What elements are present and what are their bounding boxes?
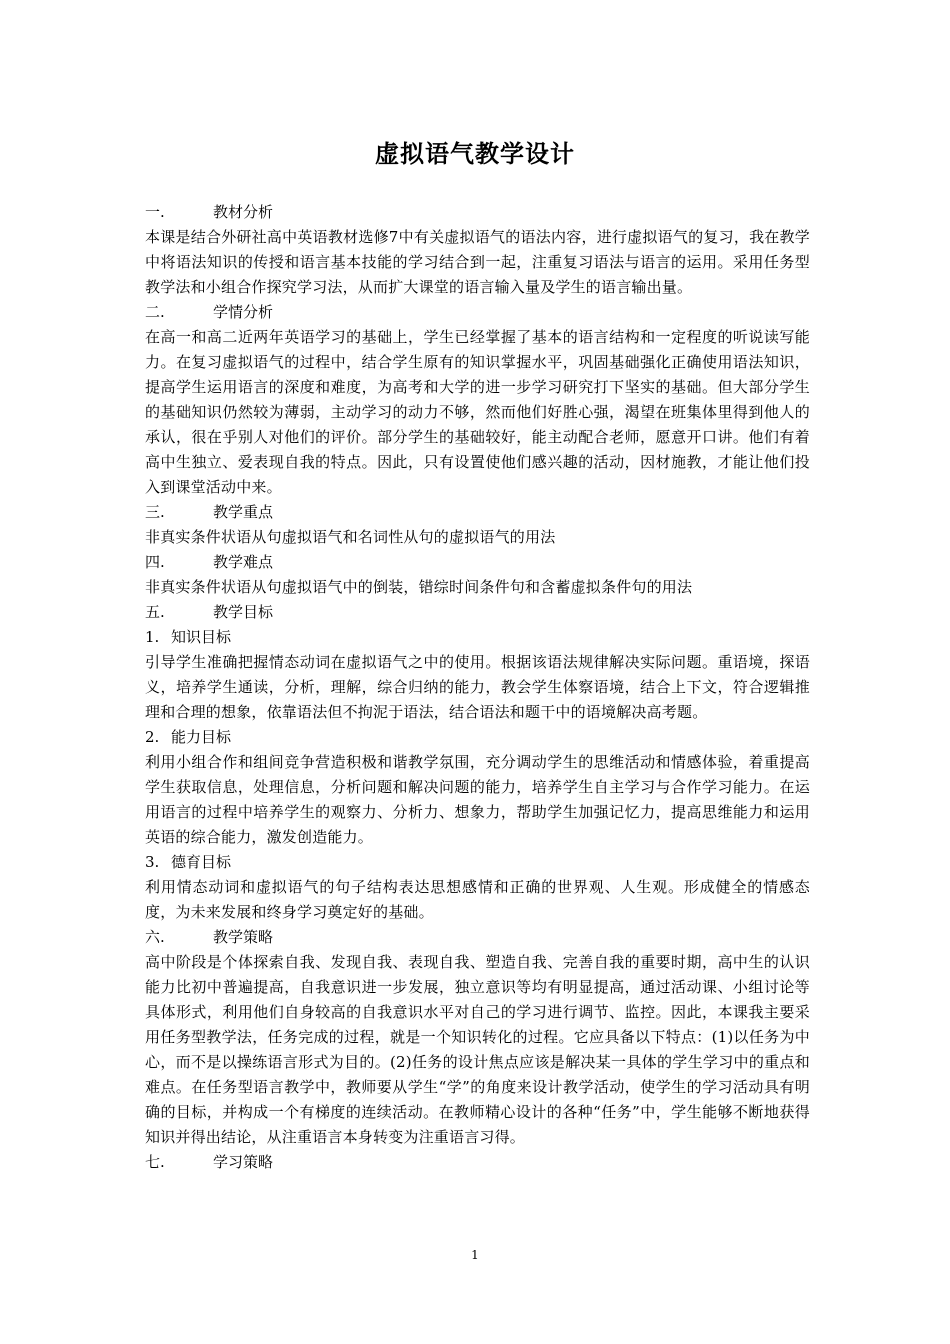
- goal-heading-knowledge: [145, 625, 810, 650]
- section-number: 五.: [145, 603, 165, 621]
- goal-title: 德育目标: [171, 853, 232, 871]
- section-heading-7: [145, 1150, 810, 1175]
- section-title: 教学重点: [213, 503, 274, 521]
- goal-number: 3.: [145, 853, 160, 871]
- goal-title: 知识目标: [171, 628, 232, 646]
- section-number: 六.: [145, 928, 165, 946]
- section-paragraph-1: 本课是结合外研社高中英语教材选修7中有关虚拟语气的语法内容，进行虚拟语气的复习，我在教学中将语法知识的传授和语言基本技能的学习结合到一起，注重复习语法与语言的运用。采用任务型教学法和小组合作探究学习法，从而扩大课堂的语言输入量及学生的语言输出量。: [145, 228, 810, 296]
- section-heading-2: [145, 300, 810, 325]
- section-heading-5: [145, 600, 810, 625]
- section-heading-3: [145, 500, 810, 525]
- goal-heading-moral: [145, 850, 810, 875]
- document-title: 虚拟语气教学设计: [375, 139, 575, 168]
- section-heading-1: [145, 200, 810, 225]
- goal-number: 2.: [145, 728, 160, 746]
- section-heading-6: [145, 925, 810, 950]
- section-number: 三.: [145, 503, 165, 521]
- section-paragraph-3: 非真实条件状语从句虚拟语气和名词性从句的虚拟语气的用法: [145, 528, 556, 546]
- section-paragraph-6: 高中阶段是个体探索自我、发现自我、表现自我、塑造自我、完善自我的重要时期，高中生的认识能力比初中普遍提高，自我意识进一步发展，独立意识等均有明显提高，通过活动课、小组讨论等具体形式，利用他们自身较高的自我意识水平对自己的学习进行调节、监控。因此，本课我主要采用任务型教学法，任务完成的过程，就是一个知识转化的过程。它应具备以下特点：(1)以任务为中心，而不是以操练语言形式为目的。(2)任务的设计焦点应该是解决某一具体的学生学习中的重点和难点。在任务型语言教学中，教师要从学生“学”的角度来设计教学活动，使学生的学习活动具有明确的目标，并构成一个有梯度的连续活动。在教师精心设计的各种“任务”中，学生能够不断地获得知识并得出结论，从注重语言本身转变为注重语言习得。: [145, 953, 810, 1146]
- section-number: 四.: [145, 553, 165, 571]
- section-title: 教材分析: [213, 203, 274, 221]
- section-paragraph-4: 非真实条件状语从句虚拟语气中的倒装，错综时间条件句和含蓄虚拟条件句的用法: [145, 578, 693, 596]
- section-title: 教学难点: [213, 553, 274, 571]
- section-title: 教学策略: [213, 928, 274, 946]
- section-title: 学习策略: [213, 1153, 274, 1171]
- section-number: 一.: [145, 203, 165, 221]
- section-title: 学情分析: [213, 303, 274, 321]
- goal-paragraph-ability: 利用小组合作和组间竞争营造积极和谐教学氛围，充分调动学生的思维活动和情感体验，着重提高学生获取信息，处理信息，分析问题和解决问题的能力，培养学生自主学习与合作学习能力。在运用语言的过程中培养学生的观察力、分析力、想象力，帮助学生加强记忆力，提高思维能力和运用英语的综合能力，激发创造能力。: [145, 753, 810, 846]
- goal-paragraph-knowledge: 引导学生准确把握情态动词在虚拟语气之中的使用。根据该语法规律解决实际问题。重语境，探语义，培养学生通读，分析，理解，综合归纳的能力，教会学生体察语境，结合上下文，符合逻辑推理和合理的想象，依靠语法但不拘泥于语法，结合语法和题干中的语境解决高考题。: [145, 653, 810, 721]
- section-number: 七.: [145, 1153, 165, 1171]
- goal-title: 能力目标: [171, 728, 232, 746]
- goal-heading-ability: [145, 725, 810, 750]
- section-paragraph-2: 在高一和高二近两年英语学习的基础上，学生已经掌握了基本的语言结构和一定程度的听说读写能力。在复习虚拟语气的过程中，结合学生原有的知识掌握水平，巩固基础强化正确使用语法知识，提高学生运用语言的深度和难度，为高考和大学的进一步学习研究打下坚实的基础。但大部分学生的基础知识仍然较为薄弱，主动学习的动力不够，然而他们好胜心强，渴望在班集体里得到他人的承认，很在乎别人对他们的评价。部分学生的基础较好，能主动配合老师，愿意开口讲。他们有着高中生独立、爱表现自我的特点。因此，只有设置使他们感兴趣的活动，因材施教，才能让他们投入到课堂活动中来。: [145, 328, 810, 496]
- goal-number: 1.: [145, 628, 160, 646]
- document-body: [145, 200, 810, 1175]
- page-number: 1: [471, 1248, 479, 1262]
- goal-paragraph-moral: 利用情态动词和虚拟语气的句子结构表达思想感情和正确的世界观、人生观。形成健全的情感态度，为未来发展和终身学习奠定好的基础。: [145, 878, 810, 921]
- section-heading-4: [145, 550, 810, 575]
- section-title: 教学目标: [213, 603, 274, 621]
- section-number: 二.: [145, 303, 165, 321]
